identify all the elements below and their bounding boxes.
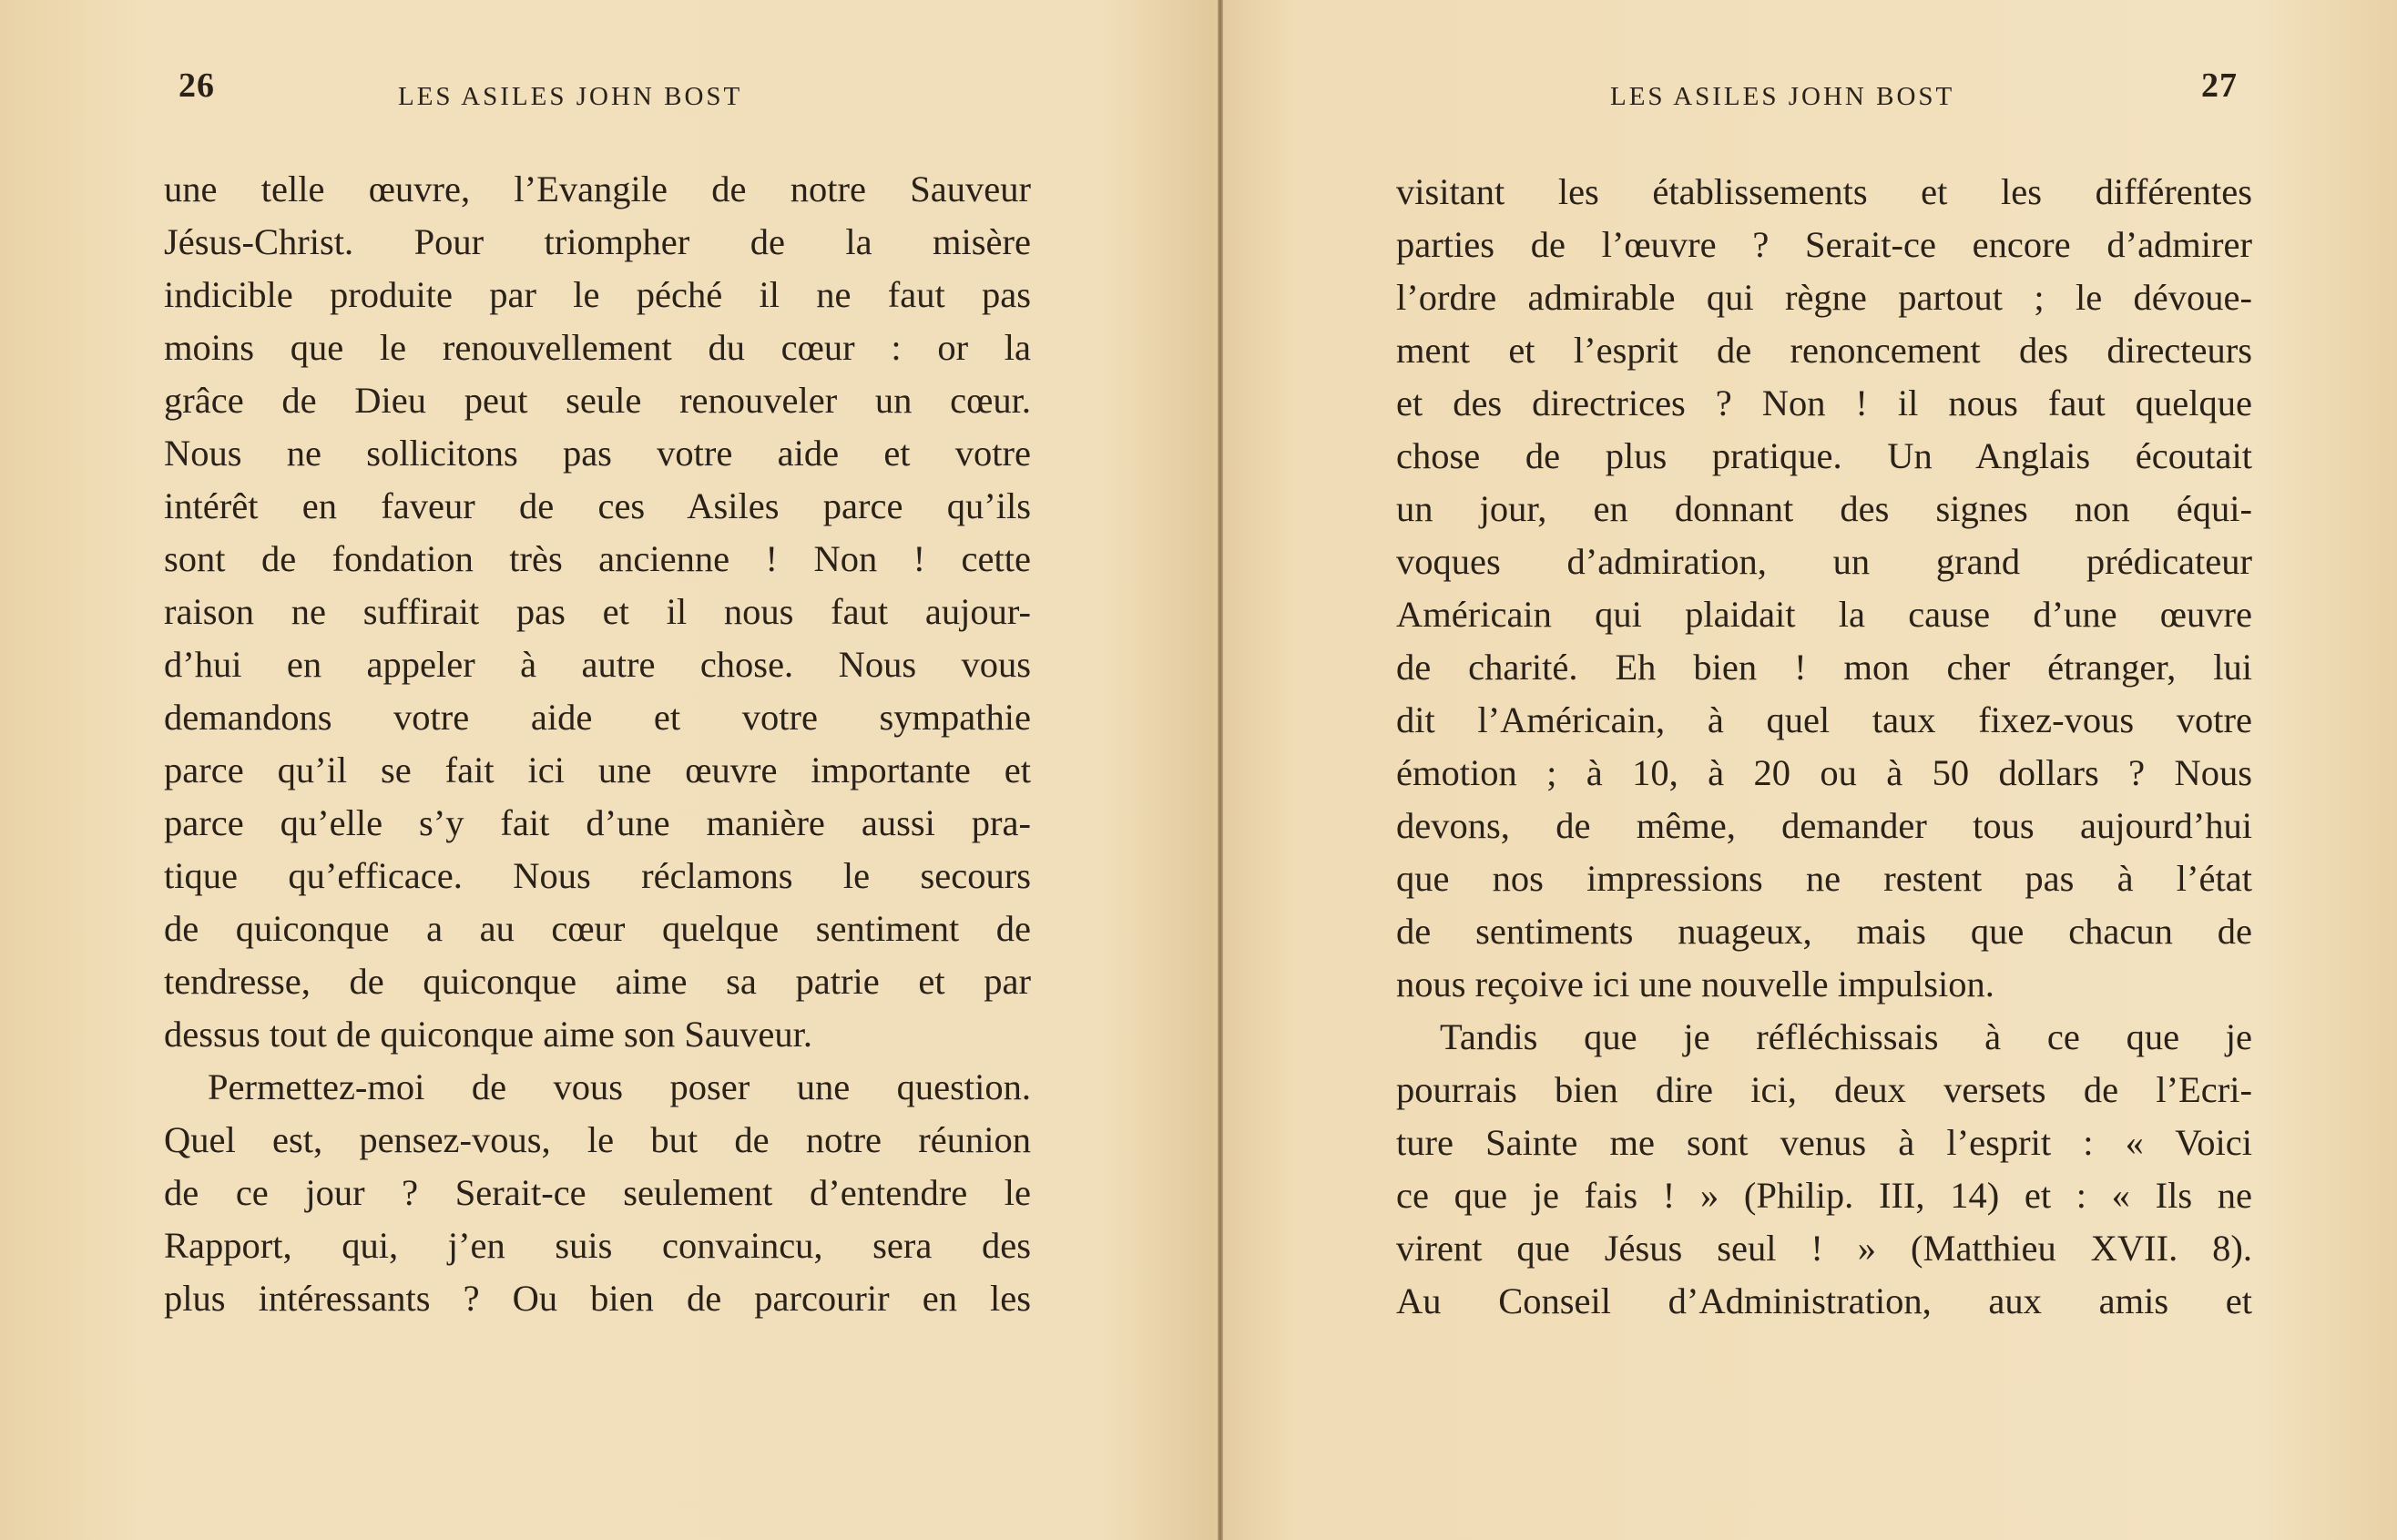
text-line: et des directrices ? Non ! il nous faut quelque — [1396, 382, 2252, 423]
text-line: dessus tout de quiconque aime son Sauveur. — [164, 1014, 813, 1055]
text-line: sont de fondation très ancienne ! Non ! cette — [164, 538, 1031, 579]
text-line: d’hui en appeler à autre chose. Nous vous — [164, 644, 1031, 685]
text-line: ce que je fais ! » (Philip. III, 14) et : « Ils ne — [1396, 1175, 2252, 1216]
page-number: 27 — [2201, 66, 2238, 105]
text-line: Permettez-moi de vous poser une question. — [208, 1066, 1031, 1107]
page-body — [164, 163, 1031, 1325]
text-line: de charité. Eh bien ! mon cher étranger, lui — [1396, 647, 2252, 688]
text-line: dit l’Américain, à quel taux fixez-vous votre — [1396, 699, 2252, 740]
text-line: demandons votre aide et votre sympathie — [164, 697, 1031, 738]
text-line: un jour, en donnant des signes non équi- — [1396, 488, 2252, 529]
text-line: grâce de Dieu peut seule renouveler un cœur. — [164, 380, 1031, 421]
text-line: de sentiments nuageux, mais que chacun de — [1396, 911, 2252, 952]
text-line: devons, de même, demander tous aujourd’hui — [1396, 805, 2252, 846]
text-line: visitant les établissements et les différentes — [1396, 171, 2252, 212]
text-line: plus intéressants ? Ou bien de parcourir en les — [164, 1278, 1031, 1319]
text-line: parce qu’elle s’y fait d’une manière aussi pra- — [164, 802, 1031, 843]
text-line: émotion ; à 10, à 20 ou à 50 dollars ? Nous — [1396, 752, 2252, 793]
text-line: tendresse, de quiconque aime sa patrie et par — [164, 961, 1031, 1002]
right-page — [1223, 0, 2397, 1540]
text-line: ture Sainte me sont venus à l’esprit : « Voici — [1396, 1122, 2252, 1163]
text-line: Américain qui plaidait la cause d’une œuvre — [1396, 594, 2252, 635]
text-line: que nos impressions ne restent pas à l’état — [1396, 858, 2252, 899]
page-number: 26 — [178, 66, 215, 105]
text-line: ment et l’esprit de renoncement des directeurs — [1396, 330, 2252, 371]
running-head: LES ASILES JOHN BOST — [398, 82, 743, 111]
text-line: moins que le renouvellement du cœur : or la — [164, 327, 1031, 368]
text-line: tique qu’efficace. Nous réclamons le secours — [164, 855, 1031, 896]
text-line: parce qu’il se fait ici une œuvre importante et — [164, 750, 1031, 790]
text-line: intérêt en faveur de ces Asiles parce qu’ils — [164, 485, 1031, 526]
text-line: virent que Jésus seul ! » (Matthieu XVII. 8). — [1396, 1228, 2252, 1269]
text-line: parties de l’œuvre ? Serait-ce encore d’admirer — [1396, 224, 2252, 265]
text-line: pourrais bien dire ici, deux versets de l’Ecri- — [1396, 1069, 2252, 1110]
text-line: nous reçoive ici une nouvelle impulsion. — [1396, 964, 1994, 1005]
text-line: chose de plus pratique. Un Anglais écoutait — [1396, 435, 2252, 476]
running-head: LES ASILES JOHN BOST — [1610, 82, 1955, 111]
text-line: Tandis que je réfléchissais à ce que je — [1440, 1016, 2252, 1057]
text-line: Nous ne sollicitons pas votre aide et votre — [164, 433, 1031, 474]
text-line: Au Conseil d’Administration, aux amis et — [1396, 1280, 2252, 1321]
text-line: de ce jour ? Serait-ce seulement d’entendre le — [164, 1172, 1031, 1213]
text-line: Rapport, qui, j’en suis convaincu, sera des — [164, 1225, 1031, 1266]
page-body — [1396, 166, 2252, 1328]
text-line: l’ordre admirable qui règne partout ; le dévoue- — [1396, 277, 2252, 318]
text-line: Quel est, pensez-vous, le but de notre réunion — [164, 1119, 1031, 1160]
text-line: Jésus-Christ. Pour triompher de la misère — [164, 221, 1031, 262]
text-line: une telle œuvre, l’Evangile de notre Sauveur — [164, 168, 1031, 209]
text-line: indicible produite par le péché il ne faut pas — [164, 274, 1031, 315]
text-line: de quiconque a au cœur quelque sentiment de — [164, 908, 1031, 949]
text-line: raison ne suffirait pas et il nous faut aujour- — [164, 591, 1031, 632]
text-line: voques d’admiration, un grand prédicateur — [1396, 541, 2252, 582]
